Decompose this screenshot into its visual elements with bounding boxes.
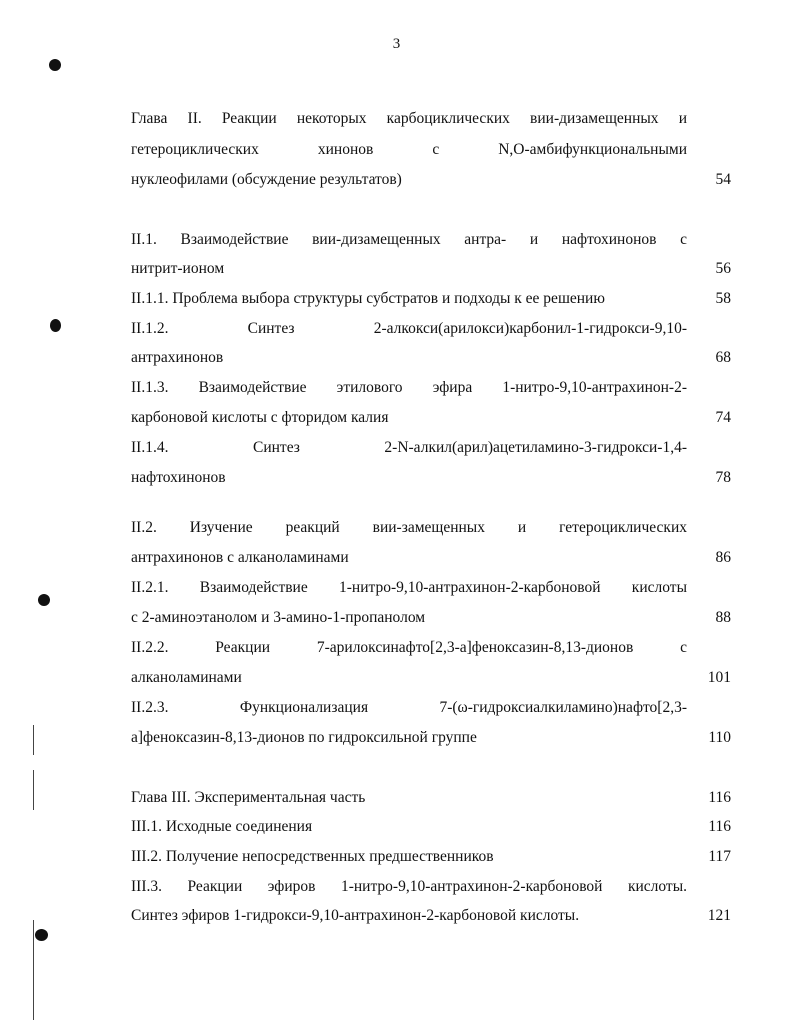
toc-page-number: 86 xyxy=(715,549,731,566)
toc-line: алканоламинами xyxy=(131,669,242,686)
toc-page-number: 68 xyxy=(715,349,731,366)
binding-hole-mark xyxy=(49,59,61,71)
toc-line: карбоновой кислоты с фторидом калия xyxy=(131,409,389,426)
toc-line: антрахинонов xyxy=(131,349,224,366)
toc-page-number: 58 xyxy=(715,290,731,307)
toc-page-number: 110 xyxy=(708,729,731,746)
toc-line: III.3. Реакции эфиров 1-нитро-9,10-антрахинон-2-карбоновой кислоты. xyxy=(131,878,687,895)
toc-line: антрахинонов с алканоламинами xyxy=(131,549,349,566)
toc-page-number: 116 xyxy=(708,818,731,835)
toc-page-number: 56 xyxy=(715,260,731,277)
toc-line: III.2. Получение непосредственных предшественников xyxy=(131,848,494,865)
toc-line: Глава III. Экспериментальная часть xyxy=(131,789,366,806)
toc-line: с 2-аминоэтанолом и 3-амино-1-пропанолом xyxy=(131,609,426,626)
toc-line: II.1.1. Проблема выбора структуры субстратов и подходы к ее решению xyxy=(131,290,605,307)
toc-line: нуклеофилами (обсуждение результатов) xyxy=(131,171,402,188)
toc-page-number: 117 xyxy=(708,848,731,865)
toc-line: III.1. Исходные соединения xyxy=(131,818,313,835)
binding-hole-mark xyxy=(50,319,61,332)
toc-line: II.2.3. Функционализация 7-(ω-гидроксиалкиламино)нафто[2,3- xyxy=(131,699,687,716)
toc-line: II.1. Взаимодействие вии-дизамещенных антра- и нафтохинонов с xyxy=(131,231,687,248)
toc-line: нитрит-ионом xyxy=(131,260,225,277)
toc-line: Глава II. Реакции некоторых карбоциклических вии-дизамещенных и xyxy=(131,110,687,127)
page-number: 3 xyxy=(392,36,401,52)
toc-page-number: 74 xyxy=(715,409,731,426)
scan-edge-line xyxy=(33,725,34,755)
scan-edge-line xyxy=(33,770,34,810)
toc-line: гетероциклических хинонов с N,O-амбифункциональными xyxy=(131,141,687,158)
binding-hole-mark xyxy=(38,594,50,606)
toc-line: Синтез эфиров 1-гидрокси-9,10-антрахинон-2-карбоновой кислоты. xyxy=(131,907,580,924)
toc-line: II.2. Изучение реакций вии-замещенных и гетероциклических xyxy=(131,519,687,536)
toc-line: a]феноксазин-8,13-дионов по гидроксильной группе xyxy=(131,729,477,746)
binding-hole-mark xyxy=(35,929,48,941)
toc-page-number: 101 xyxy=(707,669,731,686)
toc-page-number: 54 xyxy=(715,171,731,188)
toc-page-number: 116 xyxy=(708,789,731,806)
toc-line: нафтохинонов xyxy=(131,469,226,486)
toc-line: II.1.2. Синтез 2-алкокси(арилокси)карбонил-1-гидрокси-9,10- xyxy=(131,320,687,337)
toc-page-number: 78 xyxy=(715,469,731,486)
toc-line: II.1.3. Взаимодействие этилового эфира 1-нитро-9,10-антрахинон-2- xyxy=(131,379,687,396)
scan-edge-line xyxy=(33,920,34,1020)
toc-line: II.2.2. Реакции 7-арилоксинафто[2,3-a]феноксазин-8,13-дионов с xyxy=(131,639,687,656)
toc-page-number: 88 xyxy=(715,609,731,626)
toc-line: II.1.4. Синтез 2-N-алкил(арил)ацетиламино-3-гидрокси-1,4- xyxy=(131,439,687,456)
toc-line: II.2.1. Взаимодействие 1-нитро-9,10-антрахинон-2-карбоновой кислоты xyxy=(131,579,687,596)
toc-page-number: 121 xyxy=(707,907,731,924)
